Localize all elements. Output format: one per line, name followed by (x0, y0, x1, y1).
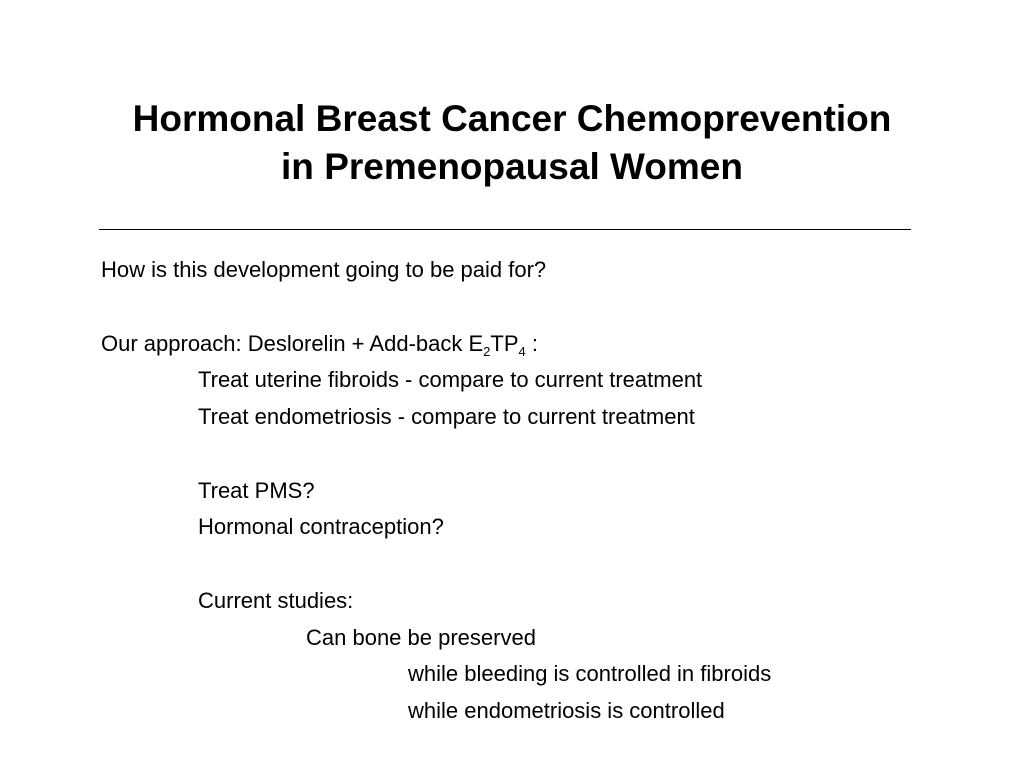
bleeding-fibroids-item: while bleeding is controlled in fibroids (408, 661, 772, 686)
title-line-1: Hormonal Breast Cancer Chemoprevention (132, 98, 892, 139)
approach-suffix: : (525, 331, 538, 356)
treat-endometriosis-item: Treat endometriosis - compare to current treatment (198, 404, 695, 429)
treat-pms-item: Treat PMS? (198, 478, 315, 503)
contraception-item: Hormonal contraception? (198, 514, 444, 539)
current-studies-heading: Current studies: (198, 588, 354, 613)
approach-subscript-2: 4 (518, 344, 526, 359)
slide-title (0, 95, 1024, 191)
endometriosis-controlled-item: while endometriosis is controlled (408, 698, 725, 723)
title-divider (99, 229, 911, 230)
approach-prefix: Our approach: Deslorelin + Add-back E (101, 331, 484, 356)
treat-fibroids-item: Treat uterine fibroids - compare to current treatment (198, 367, 703, 392)
approach-mid: TP (490, 331, 519, 356)
funding-question: How is this development going to be paid for? (101, 257, 547, 282)
bone-question-item: Can bone be preserved (306, 625, 536, 650)
approach-line (101, 331, 538, 357)
approach-subscript-1: 2 (483, 344, 491, 359)
title-line-2: in Premenopausal Women (281, 146, 743, 187)
